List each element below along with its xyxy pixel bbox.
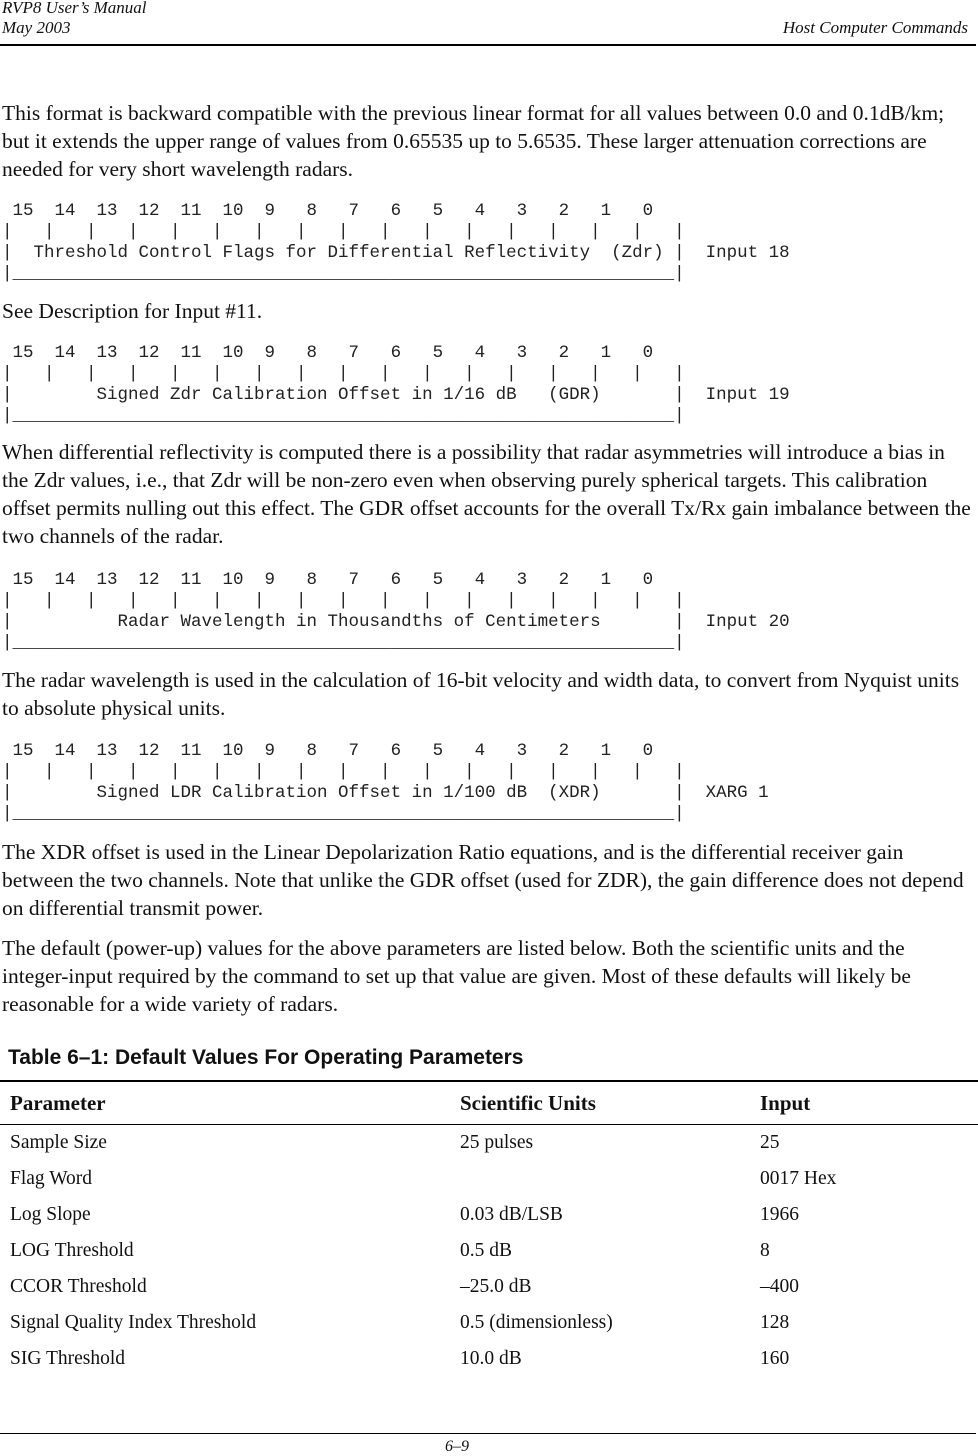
default-values-table <box>0 1080 978 1377</box>
column-header-scientific-units: Scientific Units <box>450 1081 750 1125</box>
register-description: | Threshold Control Flags for Differential Reflectivity (Zdr) | Input 18 <box>2 243 790 263</box>
paragraph-default-values: The default (power-up) values for the above parameters are listed below. Both the scientific units and the integer-input required by the command to set up that value are given. Most of these defaults will likely be reasonable for a wide variety of radars. <box>2 936 911 1016</box>
cell-parameter: Sample Size <box>10 1132 107 1153</box>
cell-parameter: LOG Threshold <box>10 1240 134 1261</box>
paragraph-xdr-offset: The XDR offset is used in the Linear Depolarization Ratio equations, and is the differential receiver gain between the two channels. Note that unlike the GDR offset (used for ZDR), the gain difference does not depend on differential transmit power. <box>2 840 964 920</box>
manual-date: May 2003 <box>2 18 71 37</box>
paragraph-see-input-11: See Description for Input #11. <box>2 299 263 323</box>
cell-scientific-units: 25 pulses <box>460 1132 534 1153</box>
register-description: | Signed Zdr Calibration Offset in 1/16 dB (GDR) | Input 19 <box>2 385 790 405</box>
bit-ticks: | | | | | | | | | | | | | | | | | <box>2 762 685 782</box>
cell-scientific-units: 10.0 dB <box>460 1348 522 1369</box>
register-bottom: |_______________________________________________________________| <box>2 633 685 653</box>
cell-parameter: Log Slope <box>10 1204 91 1225</box>
register-description: | Radar Wavelength in Thousandths of Centimeters | Input 20 <box>2 612 790 632</box>
bit-numbers: 15 14 13 12 11 10 9 8 7 6 5 4 3 2 1 0 <box>2 343 664 363</box>
bit-numbers: 15 14 13 12 11 10 9 8 7 6 5 4 3 2 1 0 <box>2 201 664 221</box>
table-header-row <box>0 1081 978 1125</box>
paragraph-zdr-bias: When differential reflectivity is computed there is a possibility that radar asymmetries will introduce a bias in the Zdr values, i.e., that Zdr will be non-zero even when observing purely spherical targets. This calibration offset permits nulling out this effect. The GDR offset accounts for the overall Tx/Rx gain imbalance between the two channels of the radar. <box>2 440 971 548</box>
bit-ticks: | | | | | | | | | | | | | | | | | <box>2 591 685 611</box>
cell-input: 128 <box>760 1312 790 1333</box>
cell-scientific-units: 0.5 (dimensionless) <box>460 1312 613 1333</box>
paragraph-radar-wavelength: The radar wavelength is used in the calculation of 16-bit velocity and width data, to convert from Nyquist units to absolute physical units. <box>2 668 960 720</box>
cell-scientific-units: 0.03 dB/LSB <box>460 1204 563 1225</box>
section-title: Host Computer Commands <box>782 18 968 37</box>
footer-rule <box>0 1433 976 1434</box>
cell-input: 25 <box>760 1132 780 1153</box>
cell-input: 1966 <box>760 1204 799 1225</box>
paragraph-attenuation-format: This format is backward compatible with the previous linear format for all values between 0.0 and 0.1dB/km; but it extends the upper range of values from 0.65535 up to 5.6535. These larger attenuation corrections are needed for very short wavelength radars. <box>2 101 945 181</box>
cell-parameter: CCOR Threshold <box>10 1276 147 1297</box>
table-row <box>0 1233 978 1269</box>
bit-numbers: 15 14 13 12 11 10 9 8 7 6 5 4 3 2 1 0 <box>2 570 664 590</box>
bit-numbers: 15 14 13 12 11 10 9 8 7 6 5 4 3 2 1 0 <box>2 741 664 761</box>
table-row <box>0 1269 978 1305</box>
bit-ticks: | | | | | | | | | | | | | | | | | <box>2 364 685 384</box>
cell-input: –400 <box>760 1276 799 1297</box>
cell-input: 8 <box>760 1240 770 1261</box>
table-row <box>0 1197 978 1233</box>
table-row <box>0 1341 978 1377</box>
table-row <box>0 1305 978 1341</box>
page-number: 6–9 <box>445 1438 469 1455</box>
column-header-input: Input <box>750 1081 978 1125</box>
header-manual-info <box>2 0 147 38</box>
cell-scientific-units <box>450 1161 750 1197</box>
cell-input: 160 <box>760 1348 790 1369</box>
cell-parameter: Signal Quality Index Threshold <box>10 1312 257 1333</box>
cell-input: 0017 Hex <box>760 1168 837 1189</box>
register-diagram-xarg-1 <box>2 741 769 825</box>
bit-ticks: | | | | | | | | | | | | | | | | | <box>2 222 685 242</box>
table-row <box>0 1125 978 1162</box>
column-header-parameter: Parameter <box>0 1081 450 1125</box>
register-bottom: |_______________________________________________________________| <box>2 804 685 824</box>
cell-scientific-units: 0.5 dB <box>460 1240 513 1261</box>
table-caption: Table 6–1: Default Values For Operating Parameters <box>8 1046 524 1069</box>
page-header <box>0 0 976 46</box>
cell-scientific-units: –25.0 dB <box>460 1276 532 1297</box>
register-description: | Signed LDR Calibration Offset in 1/100 dB (XDR) | XARG 1 <box>2 783 769 803</box>
register-diagram-input-20 <box>2 570 790 654</box>
register-bottom: |_______________________________________________________________| <box>2 406 685 426</box>
register-diagram-input-18 <box>2 201 790 285</box>
table-row <box>0 1161 978 1197</box>
register-bottom: |_______________________________________________________________| <box>2 264 685 284</box>
cell-parameter: SIG Threshold <box>10 1348 126 1369</box>
manual-title: RVP8 User’s Manual <box>2 0 147 17</box>
register-diagram-input-19 <box>2 343 790 427</box>
cell-parameter: Flag Word <box>10 1168 93 1189</box>
